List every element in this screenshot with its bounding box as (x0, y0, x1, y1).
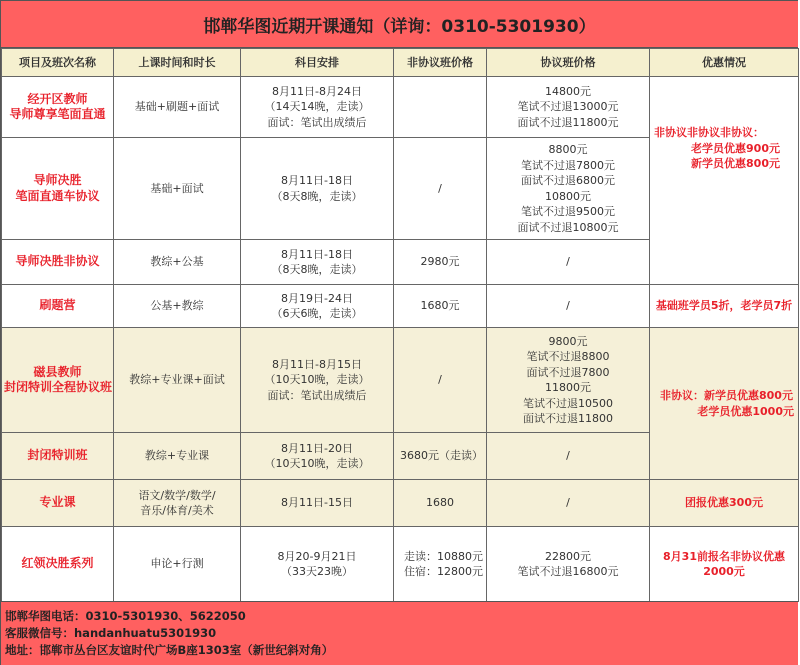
subjects: 基础+面试 (114, 138, 241, 240)
schedule: 8月11日-18日 （8天8晚，走读） (241, 240, 394, 285)
subjects: 教综+专业课+面试 (114, 328, 241, 433)
non-agreement-price: / (394, 328, 487, 433)
non-agreement-price: 1680 (394, 480, 487, 527)
contact-footer (1, 601, 798, 665)
contact-address: 地址：邯郸市丛台区友谊时代广场B座1303室（新世纪斜对角） (5, 643, 334, 657)
agreement-price: / (487, 480, 650, 527)
discount: 团报优惠300元 (650, 480, 799, 527)
course-name: 刷题营 (2, 285, 114, 328)
non-agreement-price: 3680元（走读） (394, 433, 487, 480)
schedule: 8月11日-15日 (241, 480, 394, 527)
schedule: 8月11日-8月24日 （14天14晚，走读） 面试：笔试出成绩后 (241, 77, 394, 138)
header-agreement-price: 协议班价格 (487, 49, 650, 77)
header-schedule: 科目安排 (241, 49, 394, 77)
table-row (2, 480, 799, 527)
schedule: 8月20-9月21日 （33天23晚） (241, 527, 394, 602)
contact-phone: 邯郸华图电话：0310-5301930、5622050 (5, 609, 246, 623)
discount: 基础班学员5折，老学员7折 (650, 285, 799, 328)
course-name: 导师决胜 笔面直通车协议 (2, 138, 114, 240)
header-discount: 优惠情况 (650, 49, 799, 77)
agreement-price: 9800元 笔试不过退8800 面试不过退7800 11800元 笔试不过退10500 面试不过退11800 (487, 328, 650, 433)
agreement-price: 14800元 笔试不过退13000元 面试不过退11800元 (487, 77, 650, 138)
course-name: 专业课 (2, 480, 114, 527)
subjects: 语文/数学/数学/ 音乐/体育/美术 (114, 480, 241, 527)
header-subjects: 上课时间和时长 (114, 49, 241, 77)
course-name: 经开区教师 导师尊享笔面直通 (2, 77, 114, 138)
schedule: 8月11日-18日 （8天8晚，走读） (241, 138, 394, 240)
course-name: 封闭特训班 (2, 433, 114, 480)
table-row (2, 285, 799, 328)
agreement-price: / (487, 240, 650, 285)
agreement-price: 22800元 笔试不过退16800元 (487, 527, 650, 602)
non-agreement-price: 1680元 (394, 285, 487, 328)
agreement-price: / (487, 285, 650, 328)
non-agreement-price: / (394, 138, 487, 240)
table-row (2, 77, 799, 138)
subjects: 教综+专业课 (114, 433, 241, 480)
subjects: 公基+教综 (114, 285, 241, 328)
non-agreement-price: 2980元 (394, 240, 487, 285)
non-agreement-price (394, 77, 487, 138)
schedule: 8月11日-8月15日 （10天10晚，走读） 面试：笔试出成绩后 (241, 328, 394, 433)
schedule: 8月19日-24日 （6天6晚，走读） (241, 285, 394, 328)
discount: 8月31前报名非协议优惠 2000元 (650, 527, 799, 602)
non-agreement-price: 走读：10880元 住宿：12800元 (394, 527, 487, 602)
page-title: 邯郸华图近期开课通知（详询：0310-5301930） (1, 1, 798, 48)
discount-merged-1: 非协议非协议非协议： 老学员优惠900元 新学员优惠800元 (650, 77, 799, 285)
course-name: 导师决胜非协议 (2, 240, 114, 285)
table-header-row (2, 49, 799, 77)
course-name: 红领决胜系列 (2, 527, 114, 602)
header-course-name: 项目及班次名称 (2, 49, 114, 77)
schedule: 8月11日-20日 （10天10晚，走读） (241, 433, 394, 480)
header-non-agreement-price: 非协议班价格 (394, 49, 487, 77)
table-row (2, 328, 799, 433)
subjects: 申论+行测 (114, 527, 241, 602)
agreement-price: 8800元 笔试不过退7800元 面试不过退6800元 10800元 笔试不过退9500元 面试不过退10800元 (487, 138, 650, 240)
course-name: 磁县教师 封闭特训全程协议班 (2, 328, 114, 433)
subjects: 基础+刷题+面试 (114, 77, 241, 138)
subjects: 教综+公基 (114, 240, 241, 285)
contact-wechat: 客服微信号：handanhuatu5301930 (5, 626, 217, 640)
agreement-price: / (487, 433, 650, 480)
course-table (1, 48, 799, 602)
table-row (2, 527, 799, 602)
discount-merged-2: 非协议：新学员优惠800元 老学员优惠1000元 (650, 328, 799, 480)
